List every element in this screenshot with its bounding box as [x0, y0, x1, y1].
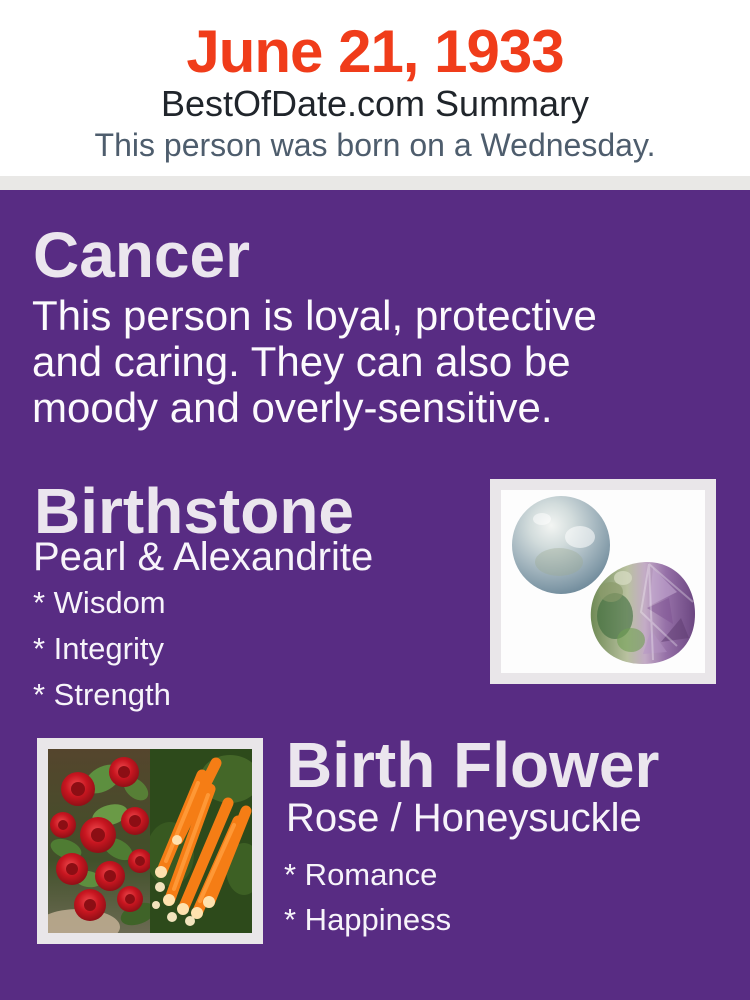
- zodiac-description: [32, 293, 692, 431]
- honeysuckle-photo-half: [146, 749, 252, 933]
- page-title-date: June 21, 1933: [186, 18, 564, 85]
- birthstone-names: Pearl & Alexandrite: [33, 535, 374, 579]
- birthstone-trait: * Wisdom: [33, 585, 166, 620]
- born-day-subtitle: This person was born on a Wednesday.: [94, 127, 656, 163]
- zodiac-sign-heading: Cancer: [33, 219, 250, 291]
- site-summary-title: BestOfDate.com Summary: [160, 83, 590, 124]
- birthstone-trait: * Integrity: [33, 631, 164, 666]
- zodiac-description-line: and caring. They can also be: [32, 338, 571, 385]
- birth-flower-heading: Birth Flower: [286, 729, 660, 801]
- birth-flower-names: Rose / Honeysuckle: [286, 796, 642, 840]
- roses-and-honeysuckle-image: [48, 749, 252, 933]
- birthstone-heading: Birthstone: [34, 475, 354, 547]
- birth-flower-trait: * Happiness: [284, 902, 452, 937]
- zodiac-description-line: moody and overly-sensitive.: [32, 384, 553, 431]
- pearl-and-alexandrite-image: [501, 490, 705, 673]
- birth-flower-trait: * Romance: [284, 857, 438, 892]
- zodiac-description-line: This person is loyal, protective: [32, 292, 597, 339]
- header: [0, 0, 750, 176]
- birthstone-photo: [501, 490, 705, 673]
- birthstone-photo-card: [490, 479, 716, 684]
- birth-flower-photo: [48, 749, 252, 933]
- birth-flower-photo-card: [37, 738, 263, 944]
- birthstone-trait: * Strength: [33, 677, 171, 712]
- header-divider: [0, 176, 750, 190]
- rose-photo-half: [48, 749, 158, 933]
